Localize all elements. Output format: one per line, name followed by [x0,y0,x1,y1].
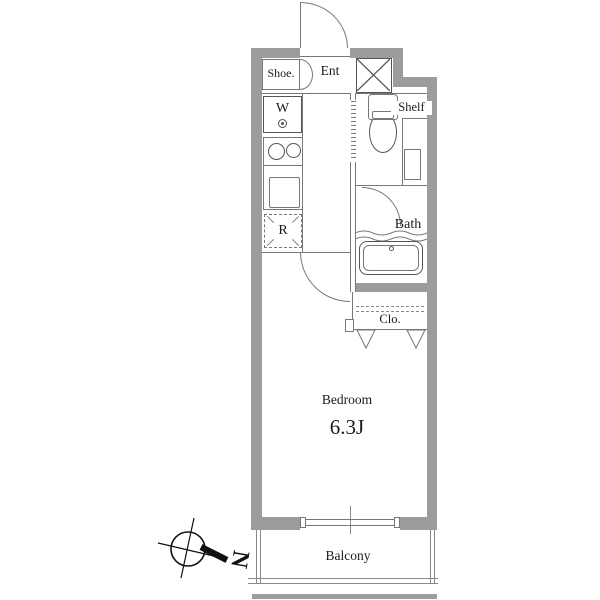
entrance-label: Ent [320,63,340,78]
bath-bottom-wall [350,283,432,292]
bottom-wall-right [400,517,437,530]
bath-label: Bath [394,217,422,232]
shower-louver-door [350,100,357,162]
shelf-label: Shelf [391,101,432,115]
stove-burner-left [268,143,285,160]
balcony-rail-left [256,530,261,583]
window-line-top [306,519,394,520]
window-line-bottom [306,525,394,526]
window-center-tick [350,506,351,534]
bath-top-line [355,185,427,186]
shoe-cabinet-label: Shoe. [267,66,295,80]
shelf-divider-h [402,118,427,119]
bottom-wall-left [251,517,300,530]
pipe-space-box [356,58,392,93]
washer-tap-dot-icon [281,122,284,125]
closet-door-triangles [354,329,428,350]
shelf-box [404,149,421,180]
closet-wall-stub [345,319,354,332]
bedroom-label: Bedroom [321,392,373,407]
balcony-rail-bottom [248,578,438,584]
left-wall [251,48,262,530]
entrance-door-arc [300,2,348,48]
shelf-divider-v [402,118,403,185]
stove-bottom-line [263,165,303,166]
balcony-rail-right [430,530,435,583]
stove-burner-right [286,143,301,158]
hall-floor-line [262,93,427,94]
balcony-label: Balcony [325,548,371,563]
bedroom-door-arc [300,252,350,302]
bathtub-drain-icon [389,246,394,251]
bedroom-size-label: 6.3J [329,415,365,439]
boundary-bar [252,594,437,599]
fridge-label: R [278,223,288,238]
right-wall [427,77,437,530]
window-cap-right [394,517,400,528]
north-label: N [225,548,254,571]
compass [150,505,255,595]
washer-label: W [275,101,290,116]
compass-circle-icon [171,532,205,566]
entrance-threshold [300,56,350,57]
step-wall [393,48,403,87]
pipe-space-cross-icon [357,59,390,91]
closet-label: Clo. [360,313,420,327]
kitchen-sink [269,177,300,208]
